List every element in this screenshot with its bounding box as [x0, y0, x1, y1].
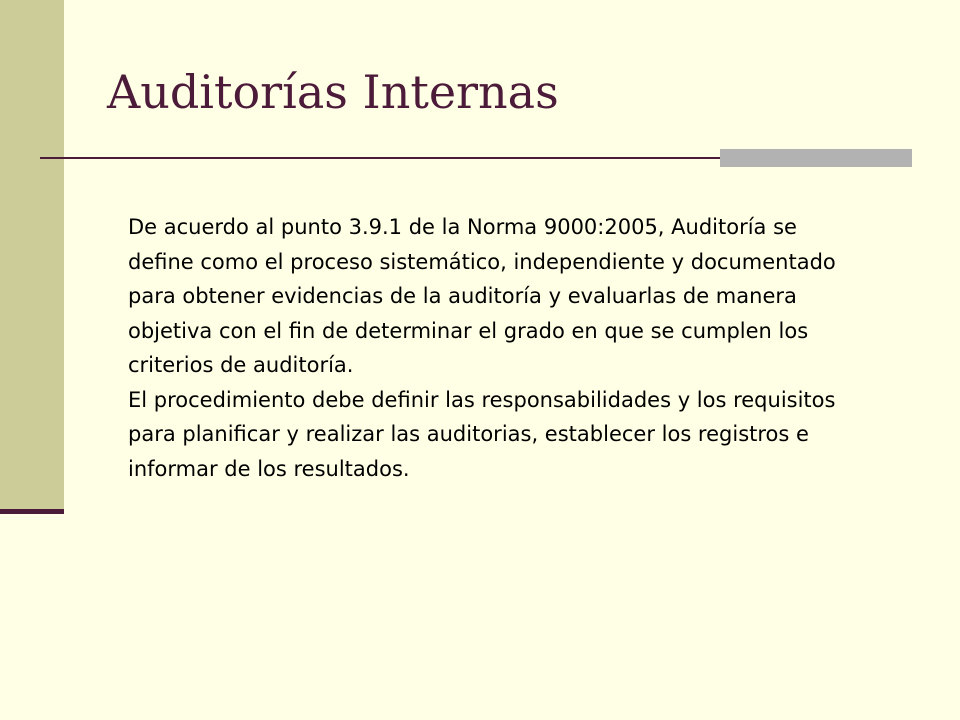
slide-body [128, 210, 868, 486]
body-paragraph-definition: De acuerdo al punto 3.9.1 de la Norma 9000:2005, Auditoría se define como el proceso sistemático, independiente y documentado para obtener evidencias de la auditoría y evaluarlas de manera objetiva con el fin de determinar el grado en que se cumplen los criterios de auditoría. [128, 215, 836, 377]
left-accent-line [0, 509, 64, 514]
slide-title: Auditorías Internas [107, 65, 559, 119]
title-underline-accent [720, 149, 912, 167]
left-decorative-bar [0, 0, 64, 511]
body-paragraph-procedure: El procedimiento debe definir las responsabilidades y los requisitos para planificar y realizar las auditorias, establecer los registros e informar de los resultados. [128, 387, 836, 481]
